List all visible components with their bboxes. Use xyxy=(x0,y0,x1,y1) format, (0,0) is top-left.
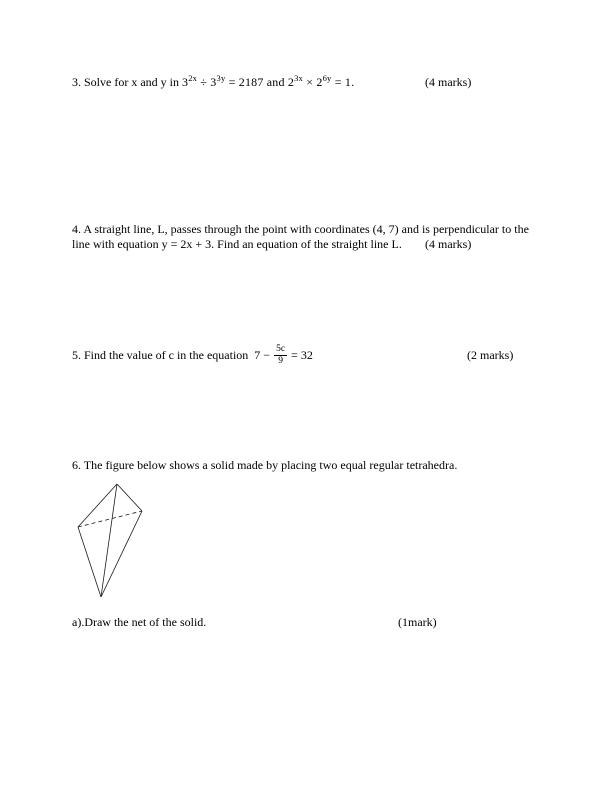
q5-fraction-denominator: 9 xyxy=(278,355,283,366)
solid-figure-container xyxy=(75,481,147,607)
q3-exp3: 3x xyxy=(294,73,304,83)
q3-exp4: 6y xyxy=(322,73,332,83)
q3-lead: 3. Solve for x and y in xyxy=(72,75,182,89)
q3-marks: (4 marks) xyxy=(425,75,472,89)
q3-tail: = 1. xyxy=(331,75,355,89)
q4-line2: line with equation y = 2x + 3. Find an equation of the straight line L. xyxy=(72,237,402,251)
edge-left-bottom xyxy=(78,527,101,597)
q3-equation xyxy=(182,75,354,89)
q5-pre: 7 − xyxy=(254,347,271,362)
q6a-text: a).Draw the net of the solid. xyxy=(72,615,207,629)
q3-mid1: ÷ 3 xyxy=(197,75,217,89)
question-6 xyxy=(72,458,457,473)
q5-fraction-numerator: 5c xyxy=(276,344,286,355)
q5-marks: (2 marks) xyxy=(467,348,514,362)
q5-fraction xyxy=(274,344,287,366)
q3-exp1: 2x xyxy=(188,73,198,83)
q6-text: 6. The figure below shows a solid made by placing two equal regular tetrahedra. xyxy=(72,458,458,472)
question-4 xyxy=(72,222,552,252)
q3-mid2: = 2187 and 2 xyxy=(225,75,295,89)
question-3 xyxy=(72,75,354,90)
q5-post: = 32 xyxy=(291,347,313,362)
q4-line1: 4. A straight line, L, passes through the point with coordinates (4, 7) and is perpendicular to the xyxy=(72,222,529,236)
question-6a xyxy=(72,615,206,630)
q3-base1: 3 xyxy=(182,75,189,89)
tetrahedra-figure xyxy=(75,481,147,603)
q6a-marks: (1mark) xyxy=(398,615,437,629)
edge-top-right xyxy=(117,484,142,511)
q4-marks: (4 marks) xyxy=(425,237,472,251)
q5-lead: 5. Find the value of c in the equation xyxy=(72,347,255,362)
q3-exp2: 3y xyxy=(216,73,226,83)
edge-hidden-dashed xyxy=(78,511,142,527)
q3-mid3: × 2 xyxy=(303,75,323,89)
edge-top-left xyxy=(78,484,117,527)
question-5 xyxy=(72,344,313,366)
